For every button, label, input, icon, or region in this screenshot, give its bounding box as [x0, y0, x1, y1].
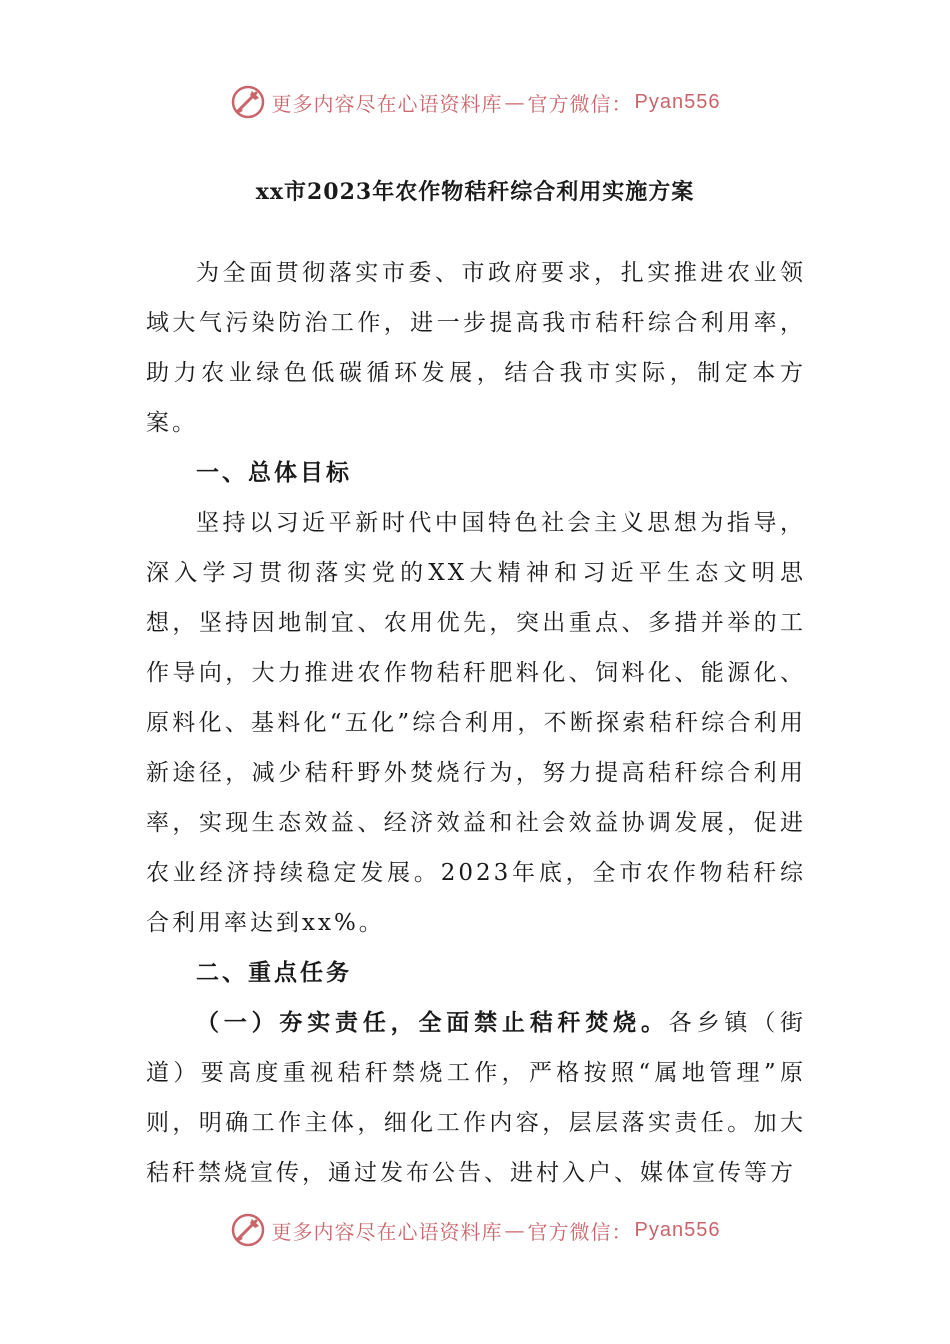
watermark-wechat-label: 官方微信： — [527, 91, 633, 116]
watermark-text: 更多内容尽在心语资料库 — [271, 1219, 503, 1244]
section1-heading: 一、总体目标 — [196, 459, 352, 486]
task1-paragraph — [146, 998, 806, 1198]
pen-logo-icon — [230, 84, 266, 120]
document-title: xx市2023年农作物秸秆综合利用实施方案 — [255, 179, 695, 205]
watermark-separator: — — [504, 1218, 526, 1242]
pen-logo-icon — [230, 1212, 266, 1248]
intro-paragraph: 为全面贯彻落实市委、市政府要求，扎实推进农业领域大气污染防治工作，进一步提高我市秸秆综合利用率，助力农业绿色低碳循环发展，结合我市实际，制定本方案。 — [146, 260, 806, 436]
document-body — [146, 248, 806, 1198]
watermark-text: 更多内容尽在心语资料库 — [271, 91, 503, 116]
watermark-wechat-id: Pyan556 — [634, 1218, 721, 1241]
watermark-separator: — — [504, 90, 526, 114]
task1-body: 各乡镇（街道）要高度重视秸秆禁烧工作，严格按照“属地管理”原则，明确工作主体，细化工作内容，层层落实责任。加大秸秆禁烧宣传，通过发布公告、进村入户、媒体宣传等方 — [146, 1010, 807, 1186]
section1-paragraph: 坚持以习近平新时代中国特色社会主义思想为指导，深入学习贯彻落实党的XX大精神和习近平生态文明思想，坚持因地制宜、农用优先，突出重点、多措并举的工作导向，大力推进农作物秸秆肥料化、饲料化、能源化、原料化、基料化“五化”综合利用，不断探索秸秆综合利用新途径，减少秸秆野外焚烧行为，努力提高秸秆综合利用率，实现生态效益、经济效益和社会效益协调发展，促进农业经济持续稳定发展。2023年底，全市农作物秸秆综合利用率达到xx%。 — [146, 510, 806, 936]
watermark-footer — [0, 1208, 950, 1252]
section2-heading: 二、重点任务 — [196, 959, 352, 986]
task1-lead: （一）夯实责任，全面禁止秸秆焚烧。 — [196, 1009, 669, 1036]
watermark-header — [0, 80, 950, 124]
watermark-wechat-id: Pyan556 — [634, 90, 721, 113]
watermark-wechat-label: 官方微信： — [527, 1219, 633, 1244]
